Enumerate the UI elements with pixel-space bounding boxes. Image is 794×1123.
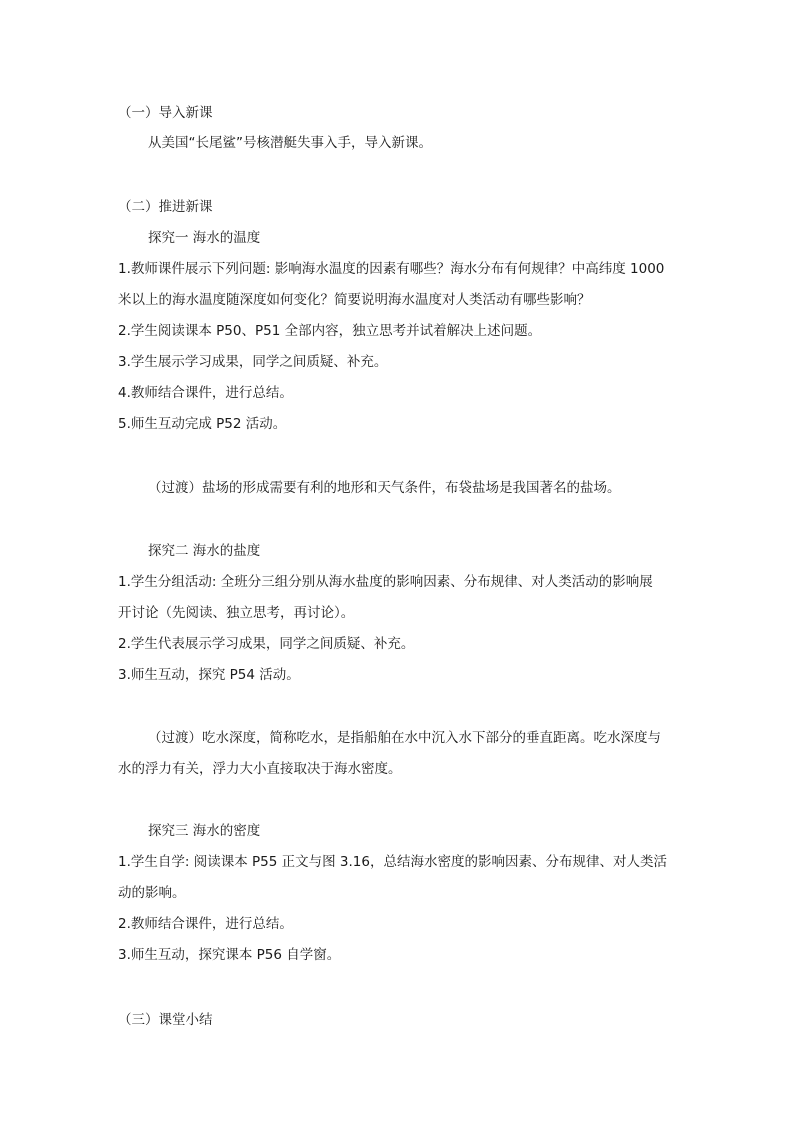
section-heading-intro: （一）导入新课	[118, 105, 213, 121]
explore2-item: 1.学生分组活动: 全班分三组分别从海水盐度的影响因素、分布规律、对人类活动的影响展	[118, 574, 653, 590]
explore1-item: 4.教师结合课件，进行总结。	[118, 385, 293, 401]
explore3-item: 动的影响。	[118, 885, 186, 901]
explore2-item: 2.学生代表展示学习成果，同学之间质疑、补充。	[118, 636, 415, 652]
section-heading-advance: （二）推进新课	[118, 199, 213, 215]
intro-paragraph: 从美国“长尾鲨”号核潜艇失事入手，导入新课。	[148, 135, 432, 151]
explore2-title: 探究二 海水的盐度	[148, 543, 261, 559]
transition-salt-field: （过渡）盐场的形成需要有利的地形和天气条件，布袋盐场是我国著名的盐场。	[148, 480, 621, 496]
explore1-item: 米以上的海水温度随深度如何变化？简要说明海水温度对人类活动有哪些影响？	[118, 292, 591, 308]
explore1-title: 探究一 海水的温度	[148, 230, 261, 246]
explore3-item: 1.学生自学: 阅读课本 P55 正文与图 3.16，总结海水密度的影响因素、分布规律、对人类活	[118, 854, 667, 870]
explore1-item: 2.学生阅读课本 P50、P51 全部内容，独立思考并试着解决上述问题。	[118, 323, 542, 339]
explore1-item: 5.师生互动完成 P52 活动。	[118, 416, 287, 432]
explore1-item: 1.教师课件展示下列问题: 影响海水温度的因素有哪些？海水分布有何规律？中高纬度 1000	[118, 261, 665, 277]
explore3-title: 探究三 海水的密度	[148, 823, 261, 839]
transition-draft-line2: 水的浮力有关，浮力大小直接取决于海水密度。	[118, 761, 402, 777]
explore3-item: 3.师生互动，探究课本 P56 自学窗。	[118, 947, 341, 963]
explore2-item: 开讨论（先阅读、独立思考，再讨论）。	[118, 605, 355, 621]
section-heading-summary: （三）课堂小结	[118, 1012, 213, 1028]
transition-draft-line1: （过渡）吃水深度，简称吃水，是指船舶在水中沉入水下部分的垂直距离。吃水深度与	[148, 730, 661, 746]
explore2-item: 3.师生互动，探究 P54 活动。	[118, 667, 300, 683]
explore1-item: 3.学生展示学习成果，同学之间质疑、补充。	[118, 354, 388, 370]
explore3-item: 2.教师结合课件，进行总结。	[118, 916, 293, 932]
